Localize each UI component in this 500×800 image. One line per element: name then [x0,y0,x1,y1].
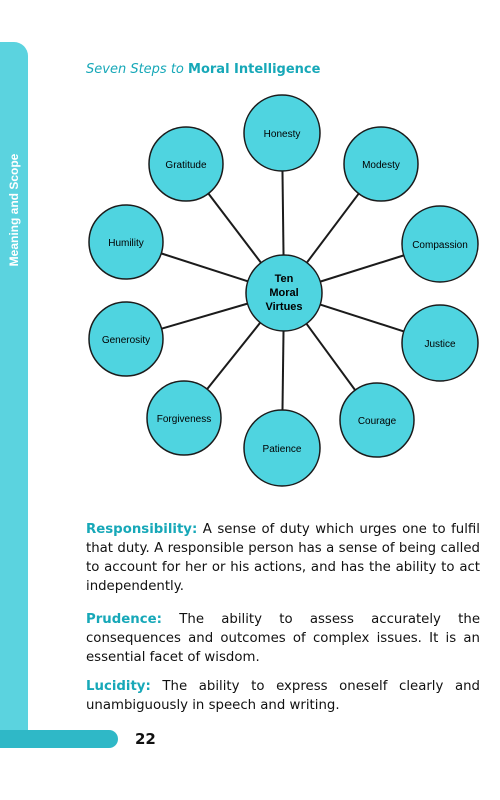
virtue-label: Honesty [263,129,301,140]
spoke-line [307,194,359,263]
virtue-label: Forgiveness [156,414,212,425]
paragraph-text: The ability to assess accurately the consequences and outcomes of complex issues. It is an essential facet of wisdom. [86,612,480,665]
spoke-line [320,305,404,332]
center-label-line-3: Virtues [265,301,303,313]
virtue-label: Gratitude [165,160,207,171]
running-head-prefix: Seven Steps to [86,62,184,77]
spoke-line [208,193,261,262]
paragraph-lucidity [86,677,480,715]
virtue-node [149,127,223,201]
virtue-node [89,205,163,279]
paragraph-term: Responsibility: [86,522,198,537]
page-number: 22 [135,730,156,748]
center-label-line-1: Ten [274,273,294,285]
virtue-node [244,410,320,486]
virtue-node [244,95,320,171]
virtue-node [344,127,418,201]
virtue-label: Patience [262,444,302,455]
spoke-line [306,324,355,390]
spoke-line [161,253,248,281]
spoke-line [162,304,248,329]
paragraph-prudence [86,610,480,667]
paragraph-text: The ability to express oneself clearly and unambiguously in speech and writing. [86,679,480,713]
virtue-label: Generosity [101,335,151,346]
virtue-node [89,302,163,376]
center-label-line-2: Moral [269,287,299,299]
paragraph-text: A sense of duty which urges one to fulfil that duty. A responsible person has a sense of being called to account for her or his actions, and has the ability to act independently. [86,522,480,594]
virtue-node [340,383,414,457]
virtue-label: Humility [108,238,144,249]
virtue-node [402,206,478,282]
paragraph-term: Lucidity: [86,679,151,694]
virtue-node [402,305,478,381]
paragraph-responsibility [86,520,480,596]
virtue-label: Compassion [412,240,468,251]
spoke-line [282,331,283,410]
virtue-label: Modesty [362,160,400,171]
spoke-line [207,323,260,389]
paragraph-term: Prudence: [86,612,162,627]
virtue-label: Courage [357,416,397,427]
spoke-line [320,255,403,281]
running-head-title: Moral Intelligence [188,62,321,77]
virtue-node [147,381,221,455]
diagram-center [246,255,322,331]
spoke-line [282,171,283,255]
virtue-label: Justice [424,339,456,350]
sidebar-label: Meaning and Scope [7,153,21,267]
footer-bar [0,730,118,748]
